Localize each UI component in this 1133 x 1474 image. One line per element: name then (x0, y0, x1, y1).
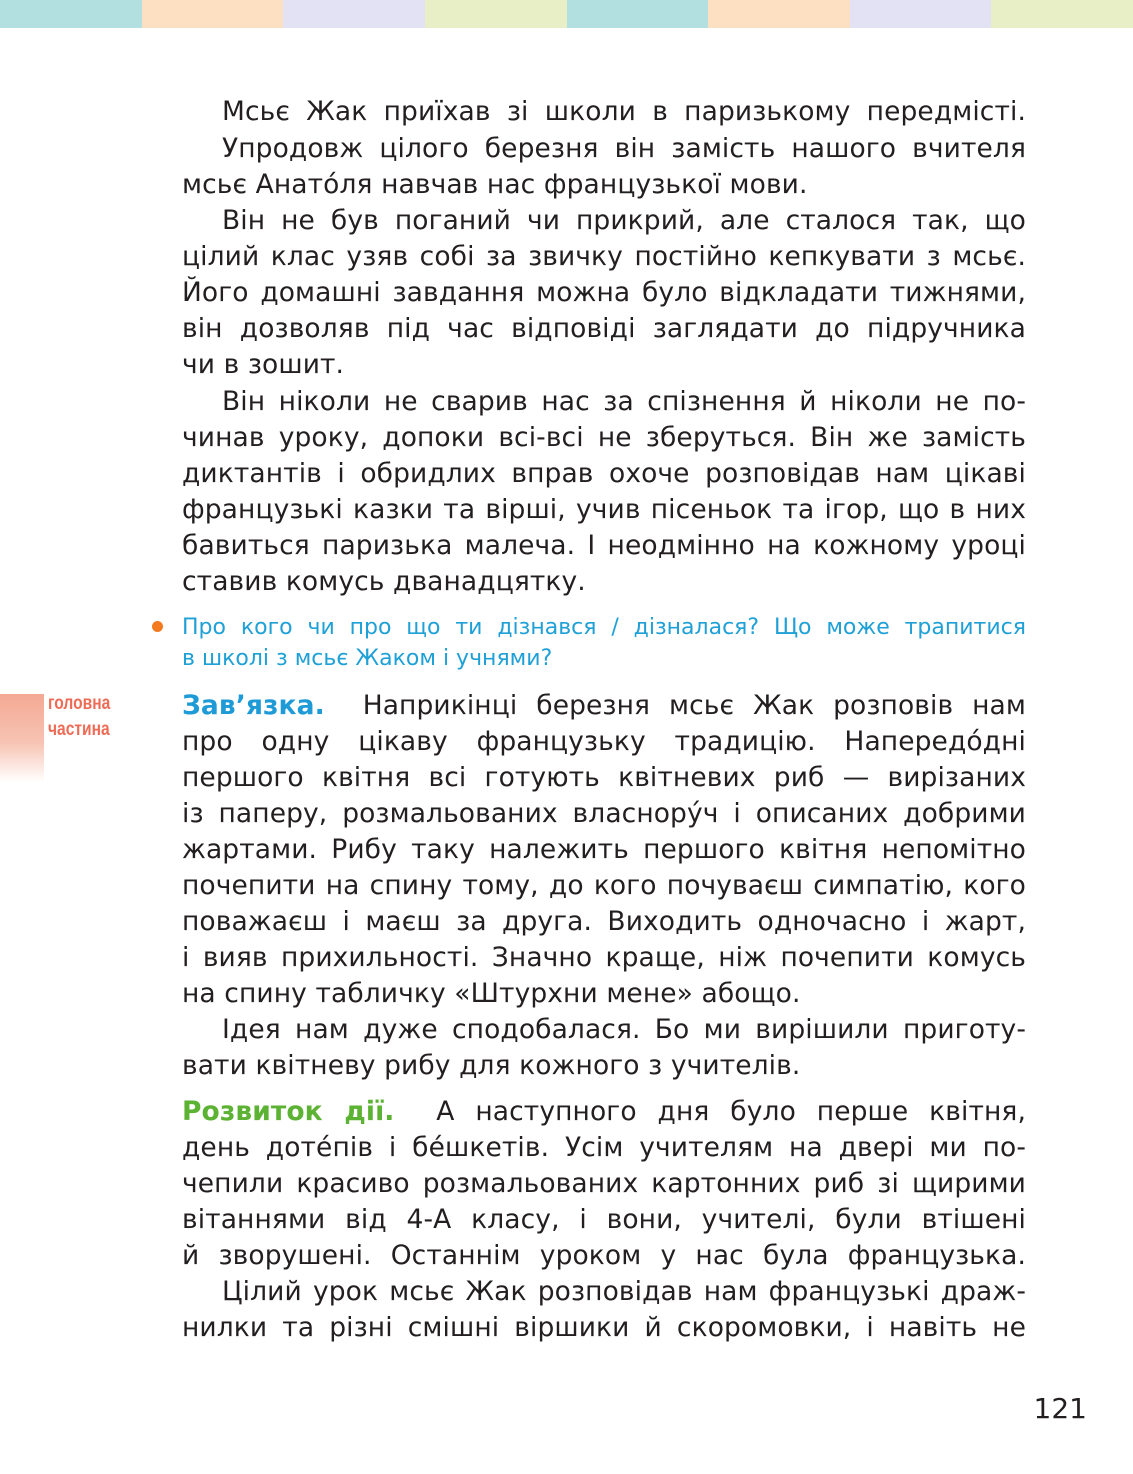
paragraph-line: в школі з мсьє Жаком і учнями? (182, 646, 553, 671)
paragraph-line: цілий клас узяв собі за звичку постійно кепкувати з мсьє. (182, 241, 1026, 272)
paragraph-line: бавиться паризька малеча. І неодмінно на кожному уроці (182, 530, 1026, 561)
paragraph-line: поважаєш і маєш за друга. Виходить одночасно і жарт, (182, 906, 1026, 937)
paragraph-line: французькі казки та вірші, учив пісеньок та ігор, що в них (182, 494, 1026, 525)
section-heading-rozvytok: Розвиток дії. (182, 1096, 395, 1127)
bullet-icon (152, 621, 163, 632)
paragraph-line: Про кого чи про що ти дізнався / дізналася? Що може трапитися (182, 615, 1026, 640)
top-color-strip (0, 0, 1133, 28)
paragraph-line: із паперу, розмальованих власнорýч і описаних добрими (182, 798, 1026, 829)
paragraph-line: про одну цікаву французьку традицію. Напередóдні (182, 726, 1026, 757)
page-number: 121 (1033, 1392, 1087, 1425)
paragraph-line (182, 1094, 1026, 1130)
side-label-line: частина (48, 719, 110, 740)
paragraph-line-text: А наступного дня було перше квітня, (436, 1096, 1026, 1127)
paragraph (182, 1274, 1026, 1346)
strip-segment (0, 0, 142, 28)
section-side-label (48, 691, 110, 743)
paragraph-line: Упродовж цілого березня він замість нашого вчителя (222, 133, 1026, 164)
paragraph-line-text: Наприкінці березня мсьє Жак розповів нам (362, 690, 1026, 721)
paragraph-line: чинав уроку, допоки всі-всі не зберуться. Він же замість (182, 422, 1026, 453)
paragraph (182, 203, 1026, 383)
paragraph-line: на спину табличку «Штурхни мене» абощо. (182, 978, 801, 1009)
paragraph-line: чепили красиво розмальованих картонних риб зі щирими (182, 1168, 1026, 1199)
paragraph-line: ставив комусь дванадцятку. (182, 566, 586, 597)
paragraph-line: Цілий урок мсьє Жак розповідав нам французькі драж- (222, 1276, 1026, 1307)
strip-segment (991, 0, 1133, 28)
side-color-block (0, 694, 44, 782)
side-label-line: головна (48, 693, 111, 714)
paragraph-line: він дозволяв під час відповіді заглядати до підручника (182, 313, 1026, 344)
strip-segment (567, 0, 709, 28)
strip-segment (283, 0, 425, 28)
paragraph (182, 131, 1026, 203)
paragraph-line: першого квітня всі готують квітневих риб — вирізаних (182, 762, 1026, 793)
strip-segment (142, 0, 284, 28)
paragraph-line (182, 688, 1026, 724)
paragraph-line: вати квітневу рибу для кожного з учителів. (182, 1050, 801, 1081)
paragraph-line: Мсьє Жак приїхав зі школи в паризькому передмісті. (222, 96, 1026, 127)
paragraph-zavyazka (182, 688, 1026, 1012)
paragraph-line: і вияв прихильності. Значно краще, ніж почепити комусь (182, 942, 1026, 973)
paragraph-line: Він не був поганий чи прикрий, але сталося так, що (222, 205, 1026, 236)
strip-segment (708, 0, 850, 28)
strip-segment (850, 0, 992, 28)
paragraph (182, 384, 1026, 600)
paragraph-line: й зворушені. Останнім уроком у нас була французька. (182, 1240, 1026, 1271)
paragraph (182, 1012, 1026, 1084)
paragraph-line: вітаннями від 4-А класу, і вони, учителі, були втішені (182, 1204, 1026, 1235)
paragraph-line: Ідея нам дуже сподобалася. Бо ми вирішили приготу- (222, 1014, 1026, 1045)
paragraph-line: Він ніколи не сварив нас за спізнення й ніколи не по- (222, 386, 1026, 417)
paragraph-line: нилки та різні смішні віршики й скоромовки, і навіть не (182, 1312, 1026, 1343)
paragraph-line: день дотéпів і бéшкетів. Усім учителям на двері ми по- (182, 1132, 1026, 1163)
paragraph-line: мсьє Анатóля навчав нас французької мови. (182, 169, 808, 200)
strip-segment (425, 0, 567, 28)
paragraph-line: чи в зошит. (182, 349, 345, 380)
paragraph-rozvytok (182, 1094, 1026, 1274)
paragraph (182, 94, 1026, 130)
paragraph-line: почепити на спину тому, до кого почуваєш симпатію, кого (182, 870, 1026, 901)
paragraph-line: диктантів і обридлих вправ охоче розповідав нам цікаві (182, 458, 1026, 489)
section-heading-zavyazka: Зав’язка. (182, 690, 325, 721)
question-text (182, 612, 1026, 674)
paragraph-line: Його домашні завдання можна було відкладати тижнями, (182, 277, 1026, 308)
paragraph-line: жартами. Рибу таку належить першого квітня непомітно (182, 834, 1026, 865)
